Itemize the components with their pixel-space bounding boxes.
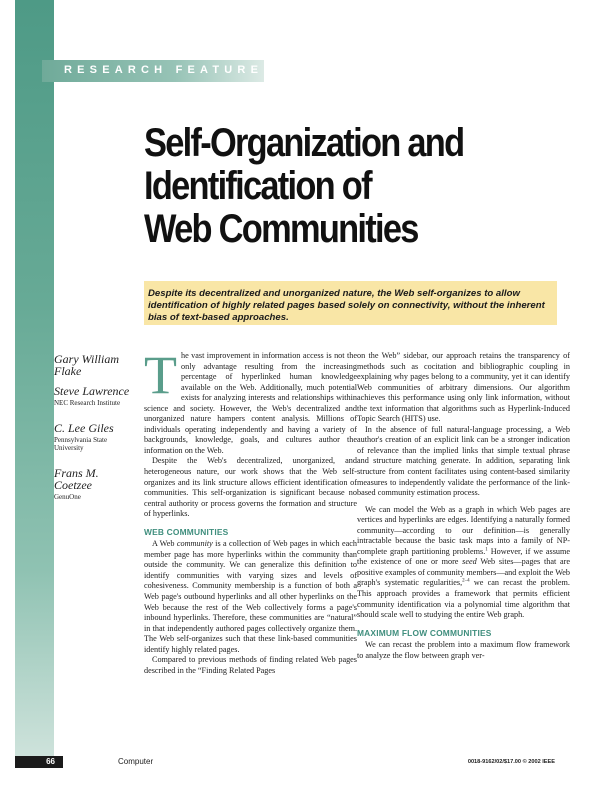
section-heading-web-communities: WEB COMMUNITIES <box>144 526 229 537</box>
banner-label: RESEARCH FEATURE <box>64 64 264 76</box>
emphasis-term: community <box>176 539 213 549</box>
text-run: However, if we assume the existence of one or more <box>357 546 570 567</box>
author-block <box>54 467 136 502</box>
author-name: Steve Lawrence <box>54 384 130 398</box>
title-line-2: Identification of <box>144 164 371 208</box>
citation-superscript: 2–4 <box>462 578 470 584</box>
body-paragraph: Compared to previous methods of finding related Web pages described in the “Finding Related Pages <box>144 655 357 675</box>
title-line-1: Self-Organization and <box>144 121 464 165</box>
author-block <box>54 385 136 408</box>
emphasis-term: seed <box>462 557 477 567</box>
body-column-2 <box>357 351 570 661</box>
text-run: Web sites—pages that are positive examples of community members—and exploit the Web graph's systematic regularities, <box>357 557 570 588</box>
page-number: 66 <box>46 757 55 766</box>
journal-name: Computer <box>118 757 154 766</box>
text-run: We can model the Web as a graph in which Web pages are vertices and hyperlinks are edges. Identifying a naturally formed community—according to our definition—is generally intractable because the basic task maps into a family of NP-complete graph partitioning problems. <box>357 504 570 556</box>
page-footer <box>0 756 612 768</box>
body-paragraph: on the Web” sidebar, our approach retains the transparency of methods such as cocitation and bibliographic coupling in explaining why pages belong to a community, yet it can identify Web communities of arbitrary dimensions. Our algorithm achieves this performance using only link information, without the text information that algorithms such as Hyperlink-Induced Topic Search (HITS) use. <box>357 351 570 424</box>
author-affiliation: NEC Research Institute <box>54 399 121 407</box>
body-paragraph: We can recast the problem into a maximum flow framework to analyze the flow between graph ver- <box>357 640 570 660</box>
author-affiliation: GenuOne <box>54 492 81 501</box>
title-line-3: Web Communities <box>144 207 418 251</box>
copyright-code: 0018-9162/02/$17.00 © 2002 IEEE <box>467 759 555 765</box>
citation-superscript: 1 <box>485 547 488 553</box>
text-run: we can recast the problem. This approach provides a framework that permits efficient community identification via a polynomial time algorithm that should scale well to studying the entire Web graph. <box>357 578 570 620</box>
drop-cap: T <box>144 345 177 405</box>
intro-text: he vast improvement in information access is not the only advantage resulting from the increasing percentage of hyperlinked human knowledge available on the Web. Additionally, much potential exists for analyzing interests and relationships within science and society. However, the Web's decentralized and unorganized nature hampers content analysis. Millions of individuals operating independently and having a variety of backgrounds, knowledge, goals, and cultures author the information on the Web. <box>144 351 357 455</box>
text-run: A Web <box>152 539 177 549</box>
author-list <box>54 353 136 501</box>
author-block <box>54 422 136 453</box>
author-affiliation: Pennsylvania State University <box>54 435 108 452</box>
author-name: C. Lee Giles <box>54 420 114 435</box>
section-heading-maximum-flow: MAXIMUM FLOW COMMUNITIES <box>357 627 492 638</box>
body-paragraph: Despite the Web's decentralized, unorganized, and heterogeneous nature, our work shows that the Web self-organizes and its link structure allows efficient identification of communities. This self-organization is significant because no central authority or process governs the formation and structure of hyperlinks. <box>144 456 357 519</box>
abstract-box <box>144 281 557 325</box>
intro-paragraph <box>144 345 357 456</box>
body-paragraph <box>357 505 570 621</box>
page-number-box <box>15 756 63 768</box>
abstract-text: Despite its decentralized and unorganized nature, the Web self-organizes to allow identification of highly related pages based solely on connectivity, without the inherent bias of text-based approaches. <box>148 288 545 324</box>
author-name: Frans M. Coetzee <box>54 465 99 492</box>
text-run: is a collection of Web pages in which each member page has more hyperlinks within the community than outside the community. We can generalize this definition to identify communities with varying sizes and levels of cohesiveness. Community membership is a function of both a Web page's outbound hyperlinks and all other hyperlinks on the Web because the rest of the Web collectively forms a page's inbound hyperlinks. Therefore, these communities are “natural” in that independently authored pages collectively organize them. The Web self-organizes such that these link-based communities identify highly related pages. <box>144 539 357 654</box>
decorative-side-stripe <box>15 0 54 760</box>
research-feature-banner <box>42 60 264 82</box>
author-name: Gary William Flake <box>54 352 119 378</box>
body-paragraph <box>144 539 357 655</box>
article-title <box>144 122 505 251</box>
body-paragraph: In the absence of full natural-language processing, a Web author's creation of an explicit link can be a stronger indication of relevance than the implied links that simple textual phrase and structure matching generate. In addition, separating link structure from content facilitates using content-based similarity measures to independently validate the performance of the link-based community estimation process. <box>357 424 570 498</box>
author-block <box>54 353 136 377</box>
body-column-1 <box>144 345 357 676</box>
